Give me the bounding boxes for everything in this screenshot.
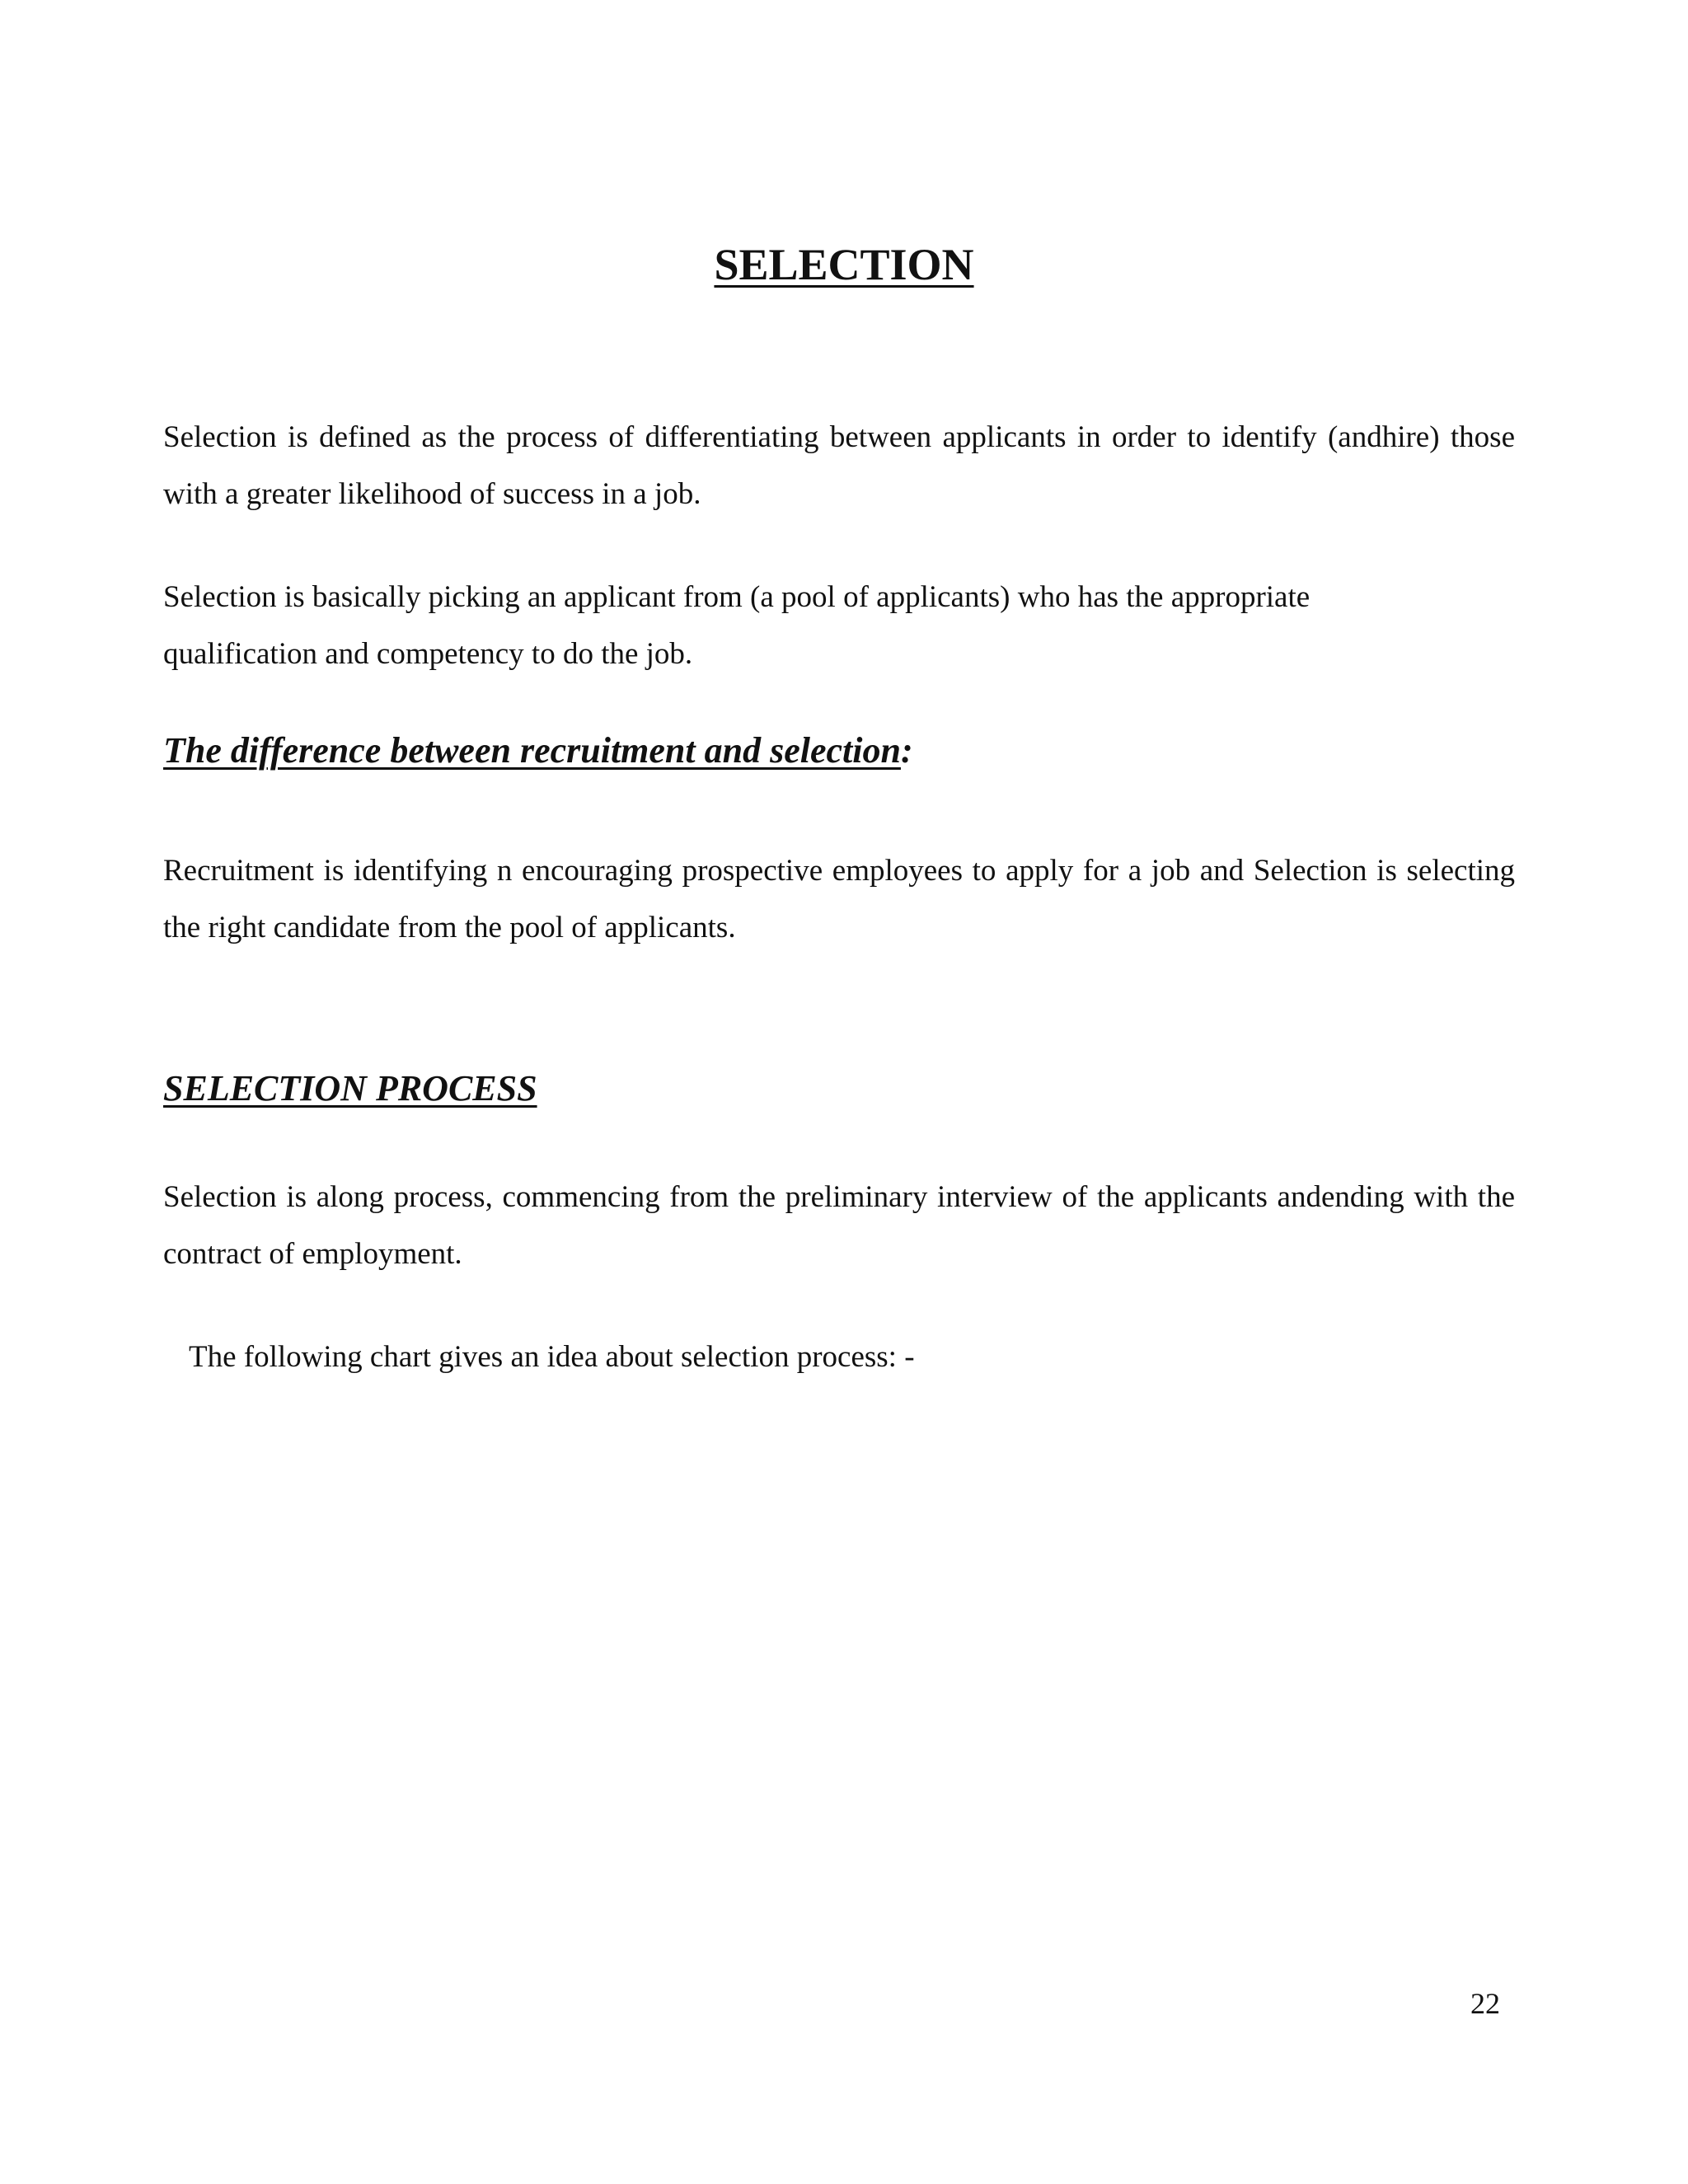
paragraph-selection-definition: Selection is defined as the process of differentiating between applicants in order to identify (andhire) those with a greater likelihood of success in a job. (163, 420, 1515, 511)
heading-difference-colon: : (900, 730, 913, 771)
heading-selection-process (163, 1067, 537, 1109)
paragraph-chart-intro: The following chart gives an idea about selection process: - (189, 1340, 915, 1374)
page-number: 22 (1470, 1987, 1500, 2020)
heading-selection-process-text: SELECTION PROCESS (163, 1068, 537, 1108)
heading-difference (163, 729, 913, 771)
heading-difference-text: The difference between recruitment and selection (163, 730, 901, 771)
paragraph-selection-basic: Selection is basically picking an applicant from (a pool of applicants) who has the appropriate qualification and competency to do the job. (163, 580, 1311, 671)
page-title: SELECTION (714, 240, 974, 289)
paragraph-recruitment-vs-selection: Recruitment is identifying n encouraging prospective employees to apply for a job and Selection is selecting the right candidate from the pool of applicants. (163, 854, 1515, 944)
paragraph-selection-process: Selection is along process, commencing from the preliminary interview of the applicants andending with the contract of employment. (163, 1180, 1515, 1271)
